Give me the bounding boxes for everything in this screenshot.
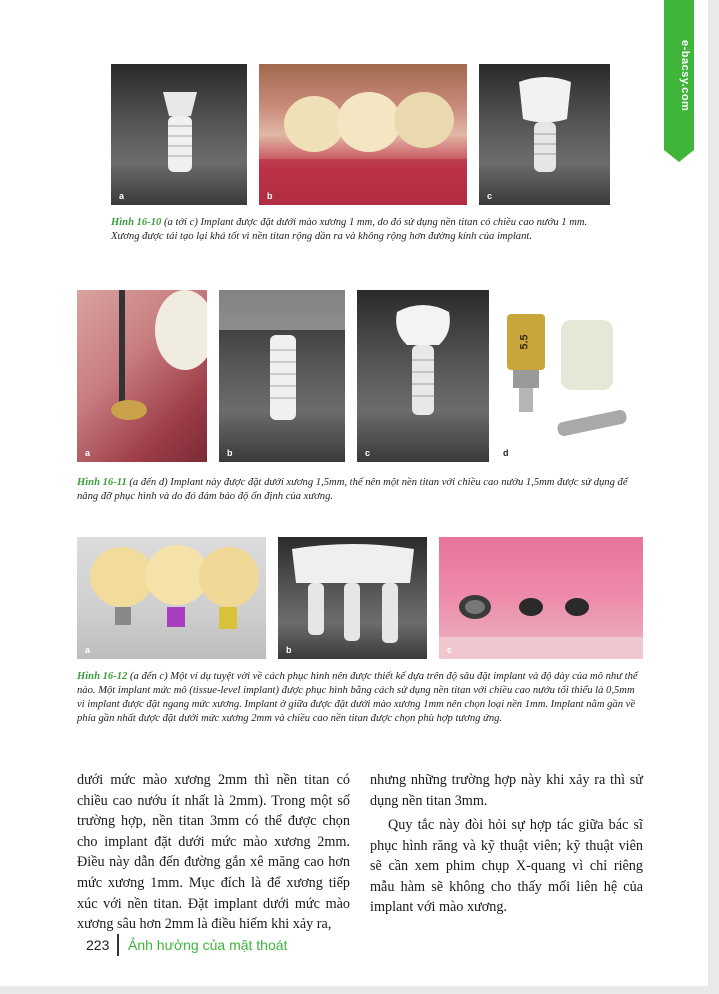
crown-xray-graphic [479, 64, 610, 205]
panel-label: a [85, 448, 91, 458]
figure-label: Hình 16-10 [111, 217, 162, 228]
gingiva-model-graphic [439, 537, 643, 659]
implant-xray-graphic [219, 290, 345, 462]
figure-16-12-caption [77, 670, 643, 726]
body-left-column: dưới mức mào xương 2mm thì nền titan có chiều cao nướu ít nhất là 2mm). Trong một số trường hợp, nền titan 3mm có thể được chọn cho implant đặt dưới mức mào xương 2mm. Điều này dẫn đến đường gắn xê măng cao hơn mức xương 1mm. Mục đích là để xương tiếp xúc với nền titan. Đặt implant dưới mức mào xương sâu hơn 2mm là điều hiếm khi xảy ra, [77, 772, 350, 933]
panel-label: a [119, 191, 125, 201]
chapter-title: Ảnh hưởng của mặt thoát [128, 937, 288, 953]
abutment-components-graphic [495, 290, 643, 462]
figure-label: Hình 16-11 [77, 477, 127, 488]
bridge-model-graphic [77, 537, 266, 659]
panel-label: b [267, 191, 273, 201]
figure-16-12-panel-c [439, 537, 643, 659]
figure-16-10-panel-a [111, 64, 247, 205]
figure-16-10-panel-b [259, 64, 467, 205]
footer-divider [117, 934, 119, 956]
side-tab-label: e-bacsy.com [679, 40, 691, 112]
panel-label: a [85, 645, 91, 655]
figure-16-11-panel-c [357, 290, 489, 462]
panel-label: b [227, 448, 233, 458]
page-number: 223 [86, 937, 110, 953]
figure-16-11-panel-a [77, 290, 207, 462]
surgical-site-graphic [77, 290, 207, 462]
body-right-paragraph-1: nhưng những trường hợp này khi xảy ra thì sử dụng nền titan 3mm. [370, 772, 643, 809]
abutment-marking: 5.5 [518, 334, 531, 350]
bridge-xray-graphic [278, 537, 427, 659]
figure-16-11-panel-d [495, 290, 643, 462]
figure-16-12-panel-a [77, 537, 266, 659]
crown-xray-graphic [357, 290, 489, 462]
panel-label: d [503, 448, 509, 458]
crowns-photo-graphic [259, 64, 467, 205]
caption-text: (a đến c) Một ví dụ tuyệt vời về cách phục hình nên được thiết kế dựa trên độ sâu đặt implant và độ dày của mô như thế nào. Một implant mức mô (tissue-level implant) được phục hình bằng cách sử dụng nền titan với chiều cao nướu tối thiểu là 0,5mm vì implant được đặt ngang mức xương. Implant ở giữa được đặt dưới mào xương 1mm nên chọn loại nền 1mm. Implant nằm gần về phía gần nhất được đặt dưới mức xương 2mm và chiều cao nền titan được chọn phù hợp tương ứng. [77, 671, 638, 724]
figure-label: Hình 16-12 [77, 671, 128, 682]
panel-label: b [286, 645, 292, 655]
caption-text: (a tới c) Implant được đặt dưới mào xương 1 mm, do đó sử dụng nền titan có chiều cao nướu 1 mm. Xương được tái tạo lại khá tốt vì nền titan rộng dần ra và không rộng hơn đường kính của implant. [111, 217, 588, 242]
panel-label: c [447, 645, 453, 655]
panel-label: c [487, 191, 493, 201]
implant-xray-graphic [111, 64, 247, 205]
figure-16-11-panel-b [219, 290, 345, 462]
panel-label: c [365, 448, 371, 458]
figure-16-11-caption [77, 476, 643, 504]
figure-16-10-caption [111, 216, 611, 244]
caption-text: (a đến d) Implant này được đặt dưới xương 1,5mm, thế nên một nền titan với chiều cao nướu 1,5mm được sử dụng để nâng đỡ phục hình và do đó đảm bảo độ ổn định của xương. [77, 477, 628, 502]
figure-16-10-panel-c [479, 64, 610, 205]
figure-16-12-panel-b [278, 537, 427, 659]
body-right-paragraph-2: Quy tắc này đòi hỏi sự hợp tác giữa bác sĩ phục hình răng và kỹ thuật viên; kỹ thuật viên sẽ cần xem phim chụp X-quang vì chỉ riêng mẫu hàm sẽ không cho thấy mối liên hệ của implant với mào xương. [370, 817, 643, 916]
